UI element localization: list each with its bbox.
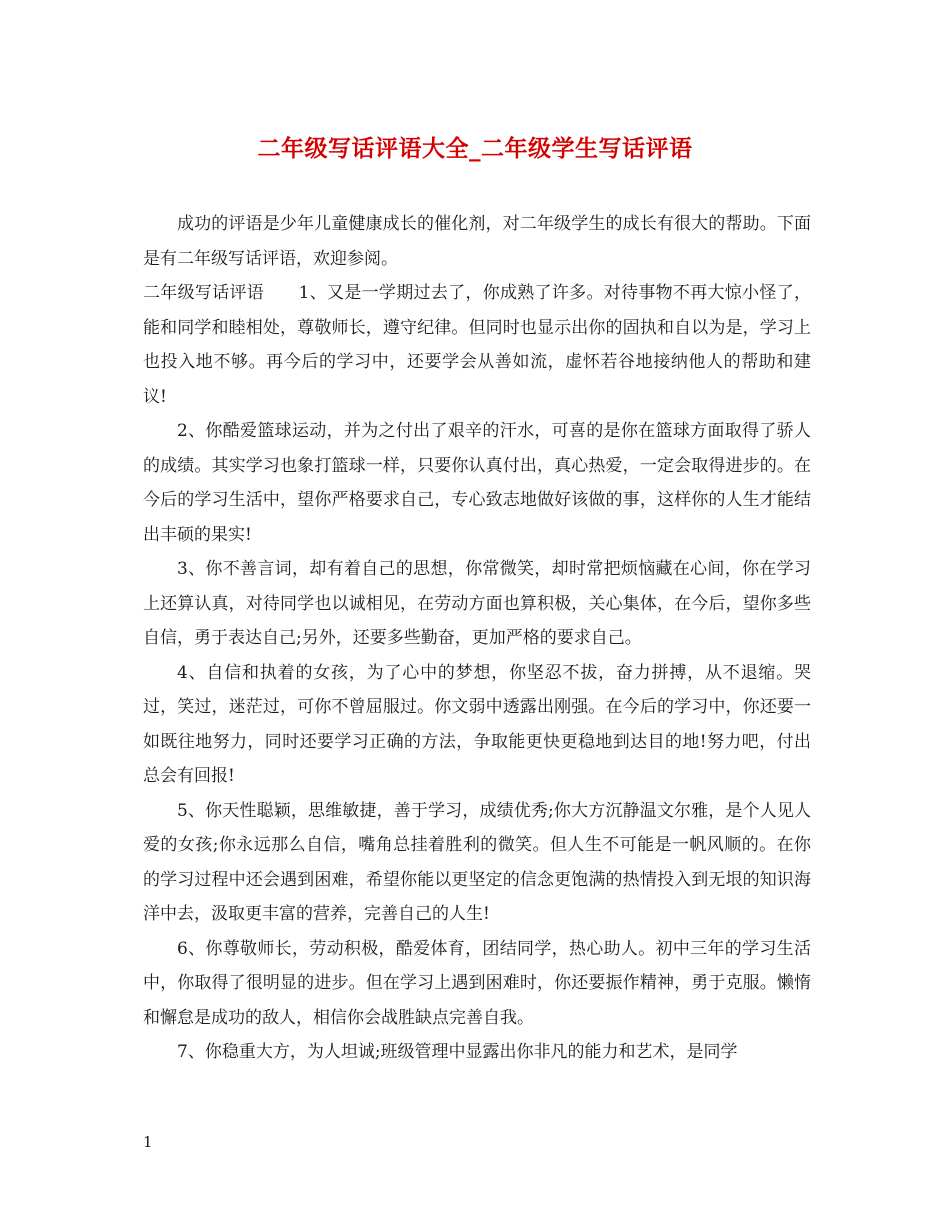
document-body — [143, 207, 811, 1070]
document-title: 二年级写话评语大全_二年级学生写话评语 — [257, 135, 693, 162]
paragraph-comment-7: 7、你稳重大方，为人坦诚;班级管理中显露出你非凡的能力和艺术，是同学 — [177, 1042, 738, 1062]
page-number: 1 — [143, 1133, 153, 1151]
paragraph-comment-2: 2、你酷爱篮球运动，并为之付出了艰辛的汗水，可喜的是你在篮球方面取得了骄人的成绩。其实学习也象打篮球一样，只要你认真付出，真心热爱，一定会取得进步的。在今后的学习生活中，望你严格要求自己，专心致志地做好该做的事，这样你的人生才能结出丰硕的果实! — [143, 421, 811, 545]
paragraph-comment-6: 6、你尊敬师长，劳动积极，酷爱体育，团结同学，热心助人。初中三年的学习生活中，你取得了很明显的进步。但在学习上遇到困难时，你还要振作精神，勇于克服。懒惰和懈怠是成功的敌人，相信你会战胜缺点完善自我。 — [143, 938, 811, 1028]
paragraph-intro: 成功的评语是少年儿童健康成长的催化剂，对二年级学生的成长有很大的帮助。下面是有二年级写话评语，欢迎参阅。 — [143, 214, 811, 269]
paragraph-comment-4: 4、自信和执着的女孩，为了心中的梦想，你坚忍不拔，奋力拼搏，从不退缩。哭过，笑过，迷茫过，可你不曾屈服过。你文弱中透露出刚强。在今后的学习中，你还要一如既往地努力，同时还要学习正确的方法，争取能更快更稳地到达目的地!努力吧，付出总会有回报! — [143, 662, 811, 786]
paragraph-comment-1: 二年级写话评语 1、又是一学期过去了，你成熟了许多。对待事物不再大惊小怪了，能和同学和睦相处，尊敬师长，遵守纪律。但同时也显示出你的固执和自以为是，学习上也投入地不够。再今后的学习中，还要学会从善如流，虚怀若谷地接纳他人的帮助和建议! — [143, 283, 811, 407]
paragraph-comment-5: 5、你天性聪颖，思维敏捷，善于学习，成绩优秀;你大方沉静温文尔雅，是个人见人爱的女孩;你永远那么自信，嘴角总挂着胜利的微笑。但人生不可能是一帆风顺的。在你的学习过程中还会遇到困难，希望你能以更坚定的信念更饱满的热情投入到无垠的知识海洋中去，汲取更丰富的营养，完善自己的人生! — [143, 800, 811, 924]
paragraph-comment-3: 3、你不善言词，却有着自己的思想，你常微笑，却时常把烦恼藏在心间，你在学习上还算认真，对待同学也以诚相见，在劳动方面也算积极，关心集体，在今后，望你多些自信，勇于表达自己;另外，还要多些勤奋，更加严格的要求自己。 — [143, 559, 811, 648]
